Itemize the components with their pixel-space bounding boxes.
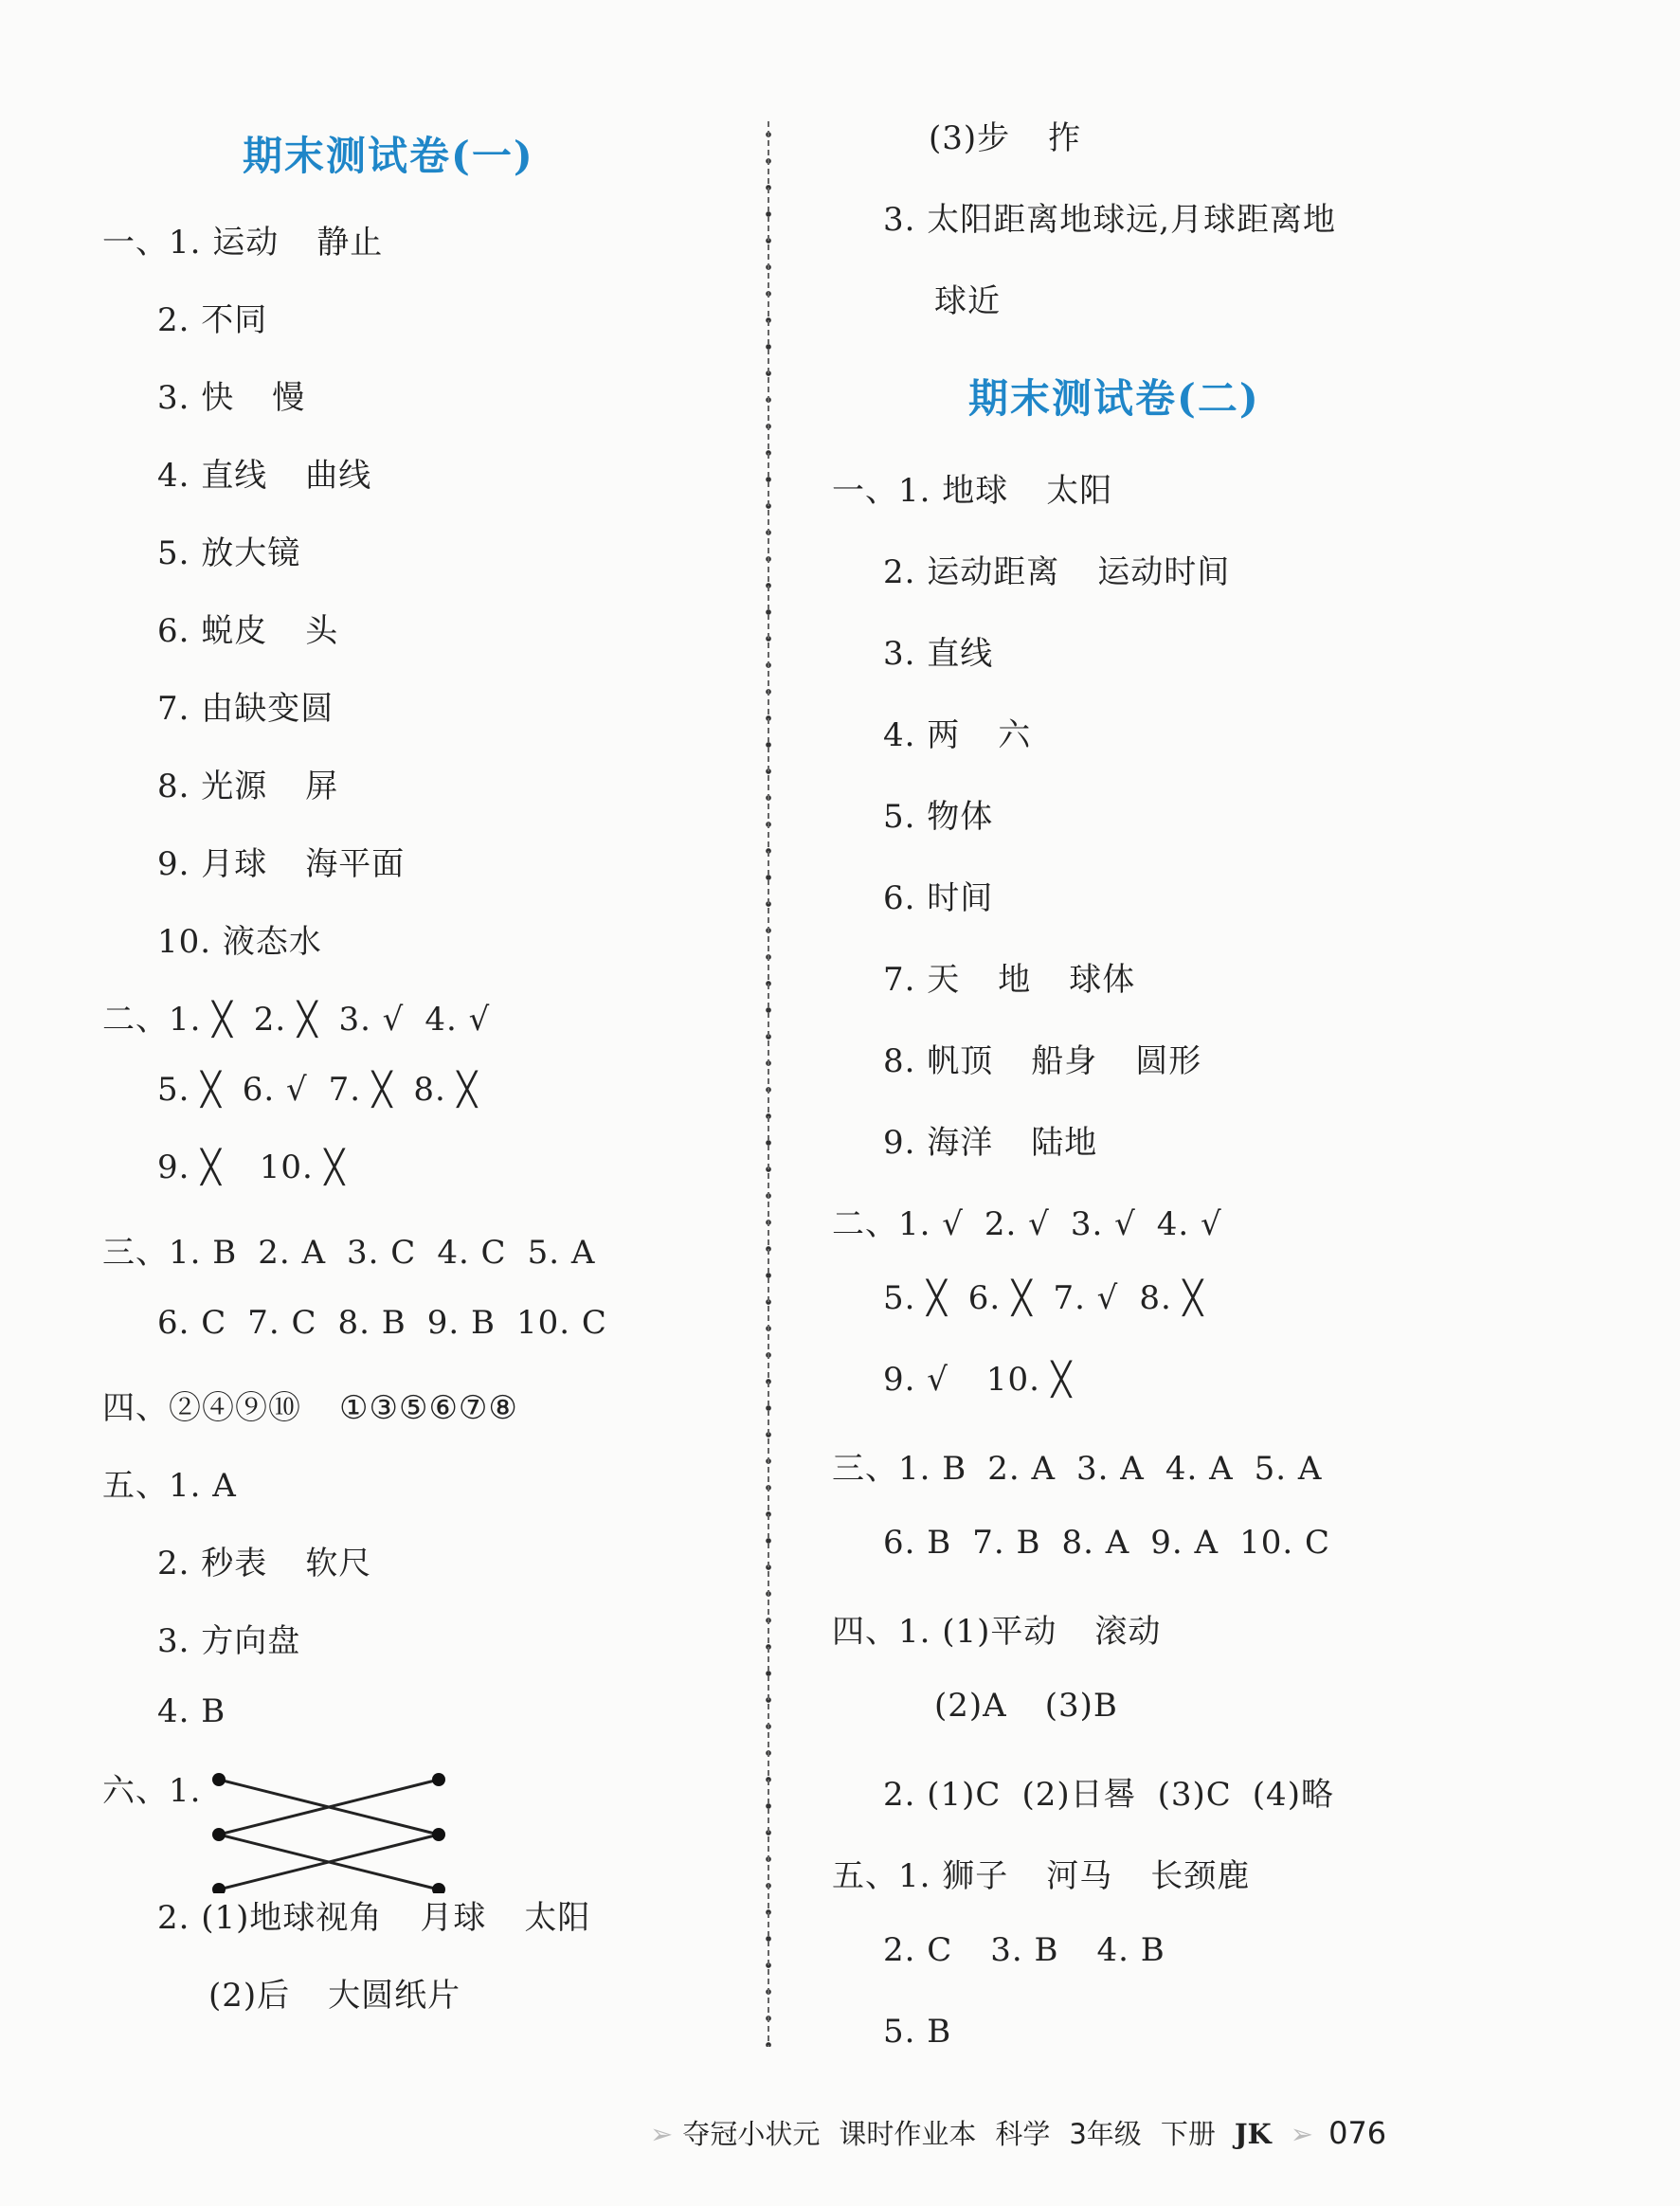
answer-item: 2. 不同 <box>157 301 268 339</box>
matching-lines-diagram <box>204 1761 460 1893</box>
answer-item: 6. C <box>157 1304 227 1342</box>
answer-item: 5. B <box>883 2013 952 2051</box>
answer-item: 太阳 <box>524 1899 591 1937</box>
exam1-line <box>157 449 409 496</box>
answer-item: 4. B <box>1096 1931 1165 1969</box>
answer-item: 9. ╳ <box>157 1148 222 1186</box>
answer-item: 4. √ <box>1156 1205 1222 1243</box>
answer-item: 2. 秒表 <box>157 1545 268 1582</box>
answer-item: 运动时间 <box>1097 553 1231 591</box>
exam2-line <box>883 953 1173 1000</box>
answer-item: 10. ╳ <box>259 1148 346 1186</box>
exam1-line <box>102 1382 556 1428</box>
answer-item: 2. A <box>258 1234 327 1272</box>
answer-item: 河马 <box>1046 1857 1113 1895</box>
exam2-line <box>883 1116 1135 1163</box>
match-dot-left-2 <box>212 1828 226 1841</box>
answer-item: 8. B <box>337 1304 406 1342</box>
answer-item: 10. ╳ <box>985 1361 1073 1399</box>
footer-arrow-icon: ➢ <box>650 2118 674 2150</box>
exam1-line <box>157 527 338 573</box>
answer-item: 8. 光源 <box>157 768 268 805</box>
exam1-line <box>102 216 421 262</box>
answer-item: 慢 <box>272 379 306 417</box>
answer-item: 五、1. A <box>102 1467 237 1505</box>
answer-item: 四、②④⑨⑩ <box>102 1389 301 1427</box>
footer-type: 课时作业本 <box>839 2118 977 2150</box>
answer-item: 2. √ <box>984 1205 1050 1243</box>
exam2-line <box>934 1687 1156 1725</box>
answer-item: 2. 运动距离 <box>883 553 1060 591</box>
answer-item: 一、1. 地球 <box>832 472 1009 510</box>
footer-book: 夺冠小状元 <box>682 2118 821 2150</box>
answer-item: 9. 月球 <box>157 845 268 883</box>
answer-item: 圆形 <box>1135 1042 1202 1080</box>
answer-item: 软尺 <box>305 1545 372 1582</box>
answer-item: 6. 蜕皮 <box>157 612 268 650</box>
answer-item: 4. A <box>1165 1450 1234 1488</box>
exam1-line <box>157 1148 383 1186</box>
exam1-line <box>102 1459 275 1506</box>
answer-item: (2)后 <box>208 1977 291 2015</box>
answer-item: 4. C <box>437 1234 507 1272</box>
answer-item: 6. ╳ <box>967 1279 1033 1317</box>
answer-item: 大圆纸片 <box>328 1977 461 2015</box>
answer-item: 7. B <box>972 1524 1041 1562</box>
answer-item: (2)A <box>934 1687 1007 1725</box>
match-dot-left-3 <box>212 1883 226 1893</box>
exam2-line <box>883 1279 1224 1317</box>
answer-item: 4. B <box>157 1692 226 1730</box>
exam1-line <box>208 1969 498 2016</box>
answer-item: 7. √ <box>1053 1279 1119 1317</box>
exam2-line <box>883 2013 989 2051</box>
answer-item: 海平面 <box>305 845 406 883</box>
answer-item: 9. B <box>426 1304 496 1342</box>
exam1-line <box>157 760 376 806</box>
answer-item: 拃 <box>1048 119 1082 157</box>
answer-item: 4. 直线 <box>157 457 268 495</box>
exam2-line <box>832 1198 1243 1244</box>
exam2-line <box>883 790 1031 837</box>
answer-item: 9. √ <box>883 1361 948 1399</box>
answer-item: 月球 <box>420 1899 487 1937</box>
answer-item: 2. ╳ <box>253 1001 318 1039</box>
footer-subject: 科学 <box>995 2118 1051 2150</box>
answer-item: 3. 直线 <box>883 635 994 673</box>
answer-item: (2)日晷 <box>1021 1776 1137 1814</box>
answer-item: 船身 <box>1031 1042 1098 1080</box>
answer-item: 5. A <box>1254 1450 1323 1488</box>
answer-item: 6. B <box>883 1524 952 1562</box>
answer-item: 三、1. B <box>832 1450 967 1488</box>
match-dot-left-1 <box>212 1773 226 1786</box>
exam2-line <box>883 1524 1351 1562</box>
answer-item: 静止 <box>316 224 384 262</box>
exam1-line <box>157 1071 498 1109</box>
exam1-line <box>157 371 343 418</box>
footer-grade: 3年级 <box>1069 2118 1142 2150</box>
exam1-line <box>102 1226 616 1273</box>
exam1-line <box>157 1304 628 1342</box>
answer-item: 3. 方向盘 <box>157 1622 301 1660</box>
answer-item: (3)B <box>1044 1687 1118 1725</box>
answer-item: 8. ╳ <box>1139 1279 1204 1317</box>
answer-item: 7. ╳ <box>328 1071 393 1109</box>
answer-item: 3. A <box>1076 1450 1145 1488</box>
exam1-line <box>157 1537 409 1583</box>
answer-item: 滚动 <box>1094 1613 1162 1651</box>
answer-item: 6. 时间 <box>883 879 994 917</box>
exam2-line <box>883 1931 1203 1969</box>
exam2-line <box>883 1768 1355 1815</box>
answer-item: 7. 天 <box>883 961 961 999</box>
answer-item: 一、1. 运动 <box>102 224 280 262</box>
answer-item: 二、1. ╳ <box>102 1001 233 1039</box>
answer-item: 3. 快 <box>157 379 235 417</box>
answer-item: 3. √ <box>1070 1205 1136 1243</box>
page-footer <box>650 2113 1405 2152</box>
answer-item: 六、1. <box>102 1772 202 1810</box>
answer-item: 三、1. B <box>102 1234 238 1272</box>
answer-item: 8. ╳ <box>413 1071 479 1109</box>
exam2-line <box>883 872 1031 918</box>
answer-item: (4)略 <box>1252 1776 1334 1814</box>
exam1_cont-line <box>883 193 1374 240</box>
answer-item: 四、1. (1)平动 <box>832 1613 1057 1651</box>
answer-item: 5. ╳ <box>157 1071 222 1109</box>
answer-item: (3)步 <box>929 119 1011 157</box>
answer-item: 五、1. 狮子 <box>832 1857 1009 1895</box>
answer-item: 5. 物体 <box>883 798 994 836</box>
answer-item: 球体 <box>1069 961 1136 999</box>
answer-item: 5. A <box>527 1234 596 1272</box>
footer-volume: 下册 <box>1160 2118 1216 2150</box>
exam2-line <box>832 1442 1343 1489</box>
exam1_cont-line <box>934 275 1039 321</box>
exam2-line <box>832 464 1150 511</box>
exam2-line <box>883 546 1268 592</box>
answer-item: 8. A <box>1061 1524 1130 1562</box>
answer-item: 2. (1)C <box>883 1776 1002 1814</box>
exam2-line <box>832 1605 1199 1652</box>
answer-item: 陆地 <box>1031 1124 1098 1162</box>
answer-item: 4. √ <box>425 1001 491 1039</box>
exam1-line <box>157 605 376 651</box>
answer-item: 3. 太阳距离地球远,月球距离地 <box>883 201 1337 239</box>
exam1_cont-line <box>929 112 1119 158</box>
answer-item: 9. 海洋 <box>883 1124 994 1162</box>
column-divider <box>766 121 771 2047</box>
answer-item: 屏 <box>305 768 339 805</box>
answer-item: ①③⑤⑥⑦⑧ <box>339 1389 518 1427</box>
exam2-line <box>883 1035 1239 1081</box>
answer-item: 5. 放大镜 <box>157 534 301 572</box>
exam1-line <box>157 294 305 340</box>
answer-item: 2. A <box>987 1450 1057 1488</box>
answer-item: 地 <box>998 961 1032 999</box>
answer-item: 5. ╳ <box>883 1279 948 1317</box>
answer-item: 二、1. √ <box>832 1205 964 1243</box>
exam2-line <box>883 1361 1110 1399</box>
answer-item: 2. (1)地球视角 <box>157 1899 383 1937</box>
answer-item: 3. B <box>990 1931 1059 1969</box>
answer-item: 8. 帆顶 <box>883 1042 994 1080</box>
footer-edition: JK <box>1234 2118 1272 2150</box>
answer-item: (3)C <box>1157 1776 1232 1814</box>
answer-item: 7. 由缺变圆 <box>157 690 334 728</box>
answer-item: 2. C <box>883 1931 953 1969</box>
exam1-line <box>157 1692 263 1730</box>
answer-item: 9. A <box>1150 1524 1219 1562</box>
answer-item: 长颈鹿 <box>1150 1857 1251 1895</box>
exam2-line <box>883 627 1031 674</box>
exam1-line <box>157 1891 628 1938</box>
match-dot-right-3 <box>432 1883 445 1893</box>
page-number: 076 <box>1328 2115 1387 2151</box>
exam2-title: 期末测试卷(二) <box>968 375 1260 422</box>
answer-item: 10. 液态水 <box>157 923 322 961</box>
exam2-line <box>883 709 1069 755</box>
answer-item: 球近 <box>934 282 1001 320</box>
answer-item: 头 <box>305 612 339 650</box>
exam1-line <box>102 993 511 1040</box>
answer-item: 3. C <box>347 1234 417 1272</box>
answer-item: 6. √ <box>242 1071 308 1109</box>
answer-item: 7. C <box>247 1304 317 1342</box>
footer-arrow-icon-2: ➢ <box>1290 2118 1314 2150</box>
exam1-title: 期末测试卷(一) <box>243 133 534 179</box>
match-dot-right-2 <box>432 1828 445 1841</box>
answer-item: 10. C <box>516 1304 607 1342</box>
exam1-line <box>157 1615 338 1661</box>
answer-item: 3. √ <box>338 1001 405 1039</box>
answer-item: 10. C <box>1239 1524 1330 1562</box>
answer-item: 六 <box>998 716 1032 754</box>
match-dot-right-1 <box>432 1773 445 1786</box>
exam1-line <box>157 915 360 962</box>
answer-item: 4. 两 <box>883 716 961 754</box>
answer-item: 太阳 <box>1046 472 1113 510</box>
answer-item: 曲线 <box>305 457 372 495</box>
exam1-line <box>157 682 371 729</box>
exam2-line <box>832 1850 1288 1896</box>
exam1-line <box>157 838 443 884</box>
